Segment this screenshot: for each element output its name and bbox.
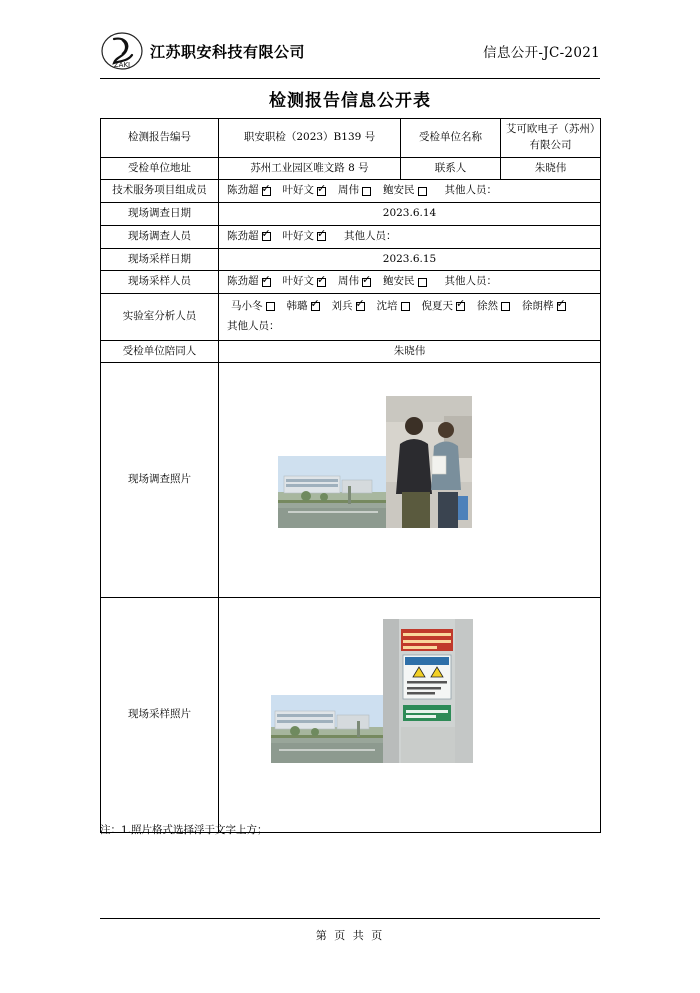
team-label: 技术服务项目组成员	[101, 180, 219, 203]
checkbox-empty-icon[interactable]	[418, 187, 427, 196]
person-checkbox-item[interactable]	[283, 229, 327, 245]
person-checkbox-item[interactable]	[283, 183, 327, 199]
person-name: 陈劲超	[227, 275, 259, 288]
sampling-staff-cell	[219, 271, 601, 294]
checkbox-empty-icon[interactable]	[266, 302, 275, 311]
table-row	[101, 180, 601, 203]
survey-photo-label: 现场调查照片	[101, 363, 219, 598]
person-name: 鲍安民	[383, 184, 415, 197]
company-logo-icon	[100, 31, 144, 71]
checkbox-checked-icon[interactable]	[317, 278, 326, 287]
person-name: 徐然	[477, 300, 498, 312]
checkbox-checked-icon[interactable]	[557, 302, 566, 311]
team-members-list	[223, 183, 596, 199]
survey-staff-list	[223, 229, 596, 245]
person-name: 沈培	[376, 300, 398, 312]
survey-date-label: 现场调查日期	[101, 203, 219, 226]
survey-date-value: 2023.6.14	[219, 203, 601, 226]
table-row	[101, 248, 601, 271]
table-row	[101, 271, 601, 294]
photo-safety-signboard	[383, 619, 473, 763]
document-code: 信息公开-JC-2021	[483, 45, 600, 61]
person-name: 叶好文	[282, 184, 314, 197]
sampling-date-value: 2023.6.15	[219, 248, 601, 271]
escort-label: 受检单位陪同人	[101, 340, 219, 363]
other-personnel-label: 其他人员：	[344, 229, 397, 242]
survey-staff-label: 现场调查人员	[101, 225, 219, 248]
person-name: 陈劲超	[227, 229, 259, 242]
person-checkbox-item[interactable]	[383, 274, 427, 290]
company-name: 江苏职安科技有限公司	[150, 42, 306, 61]
survey-photo-stage	[223, 368, 596, 593]
person-checkbox-item[interactable]	[383, 183, 427, 199]
contact-value: 朱晓伟	[501, 157, 601, 180]
checkbox-checked-icon[interactable]	[456, 302, 465, 311]
other-personnel-label: 其他人员：	[444, 184, 497, 197]
person-name: 鲍安民	[383, 275, 415, 288]
person-name: 叶好文	[282, 229, 314, 242]
report-no-label: 检测报告编号	[101, 119, 219, 158]
page-header	[100, 28, 600, 79]
client-addr-label: 受检单位地址	[101, 157, 219, 180]
checkbox-empty-icon[interactable]	[501, 302, 510, 311]
table-row	[101, 294, 601, 341]
sampling-photo-cell	[219, 598, 601, 833]
checkbox-checked-icon[interactable]	[262, 278, 271, 287]
person-checkbox-item[interactable]	[477, 299, 510, 315]
person-checkbox-item[interactable]	[522, 299, 566, 315]
person-checkbox-item[interactable]	[287, 299, 320, 315]
other-personnel-label: 其他人员：	[444, 275, 497, 288]
sampling-photo-label: 现场采样照片	[101, 598, 219, 833]
table-row	[101, 598, 601, 833]
person-name: 马小冬	[231, 300, 263, 312]
table-notes: 注：1.照片格式选择浮于文字上方；	[100, 824, 268, 836]
sampling-staff-label: 现场采样人员	[101, 271, 219, 294]
lab-other-label: 其他人员：	[227, 319, 280, 332]
person-checkbox-item[interactable]	[338, 274, 371, 290]
page-title: 检测报告信息公开表	[269, 91, 431, 111]
survey-photo-cell	[219, 363, 601, 598]
person-name: 叶好文	[282, 275, 314, 288]
table-row	[101, 203, 601, 226]
client-addr-value: 苏州工业园区唯文路 8 号	[219, 157, 401, 180]
sampling-photo-stage	[223, 603, 596, 828]
person-checkbox-item[interactable]	[422, 299, 466, 315]
escort-value: 朱晓伟	[219, 340, 601, 363]
report-no-value: 职安职检（2023）B139 号	[219, 119, 401, 158]
person-checkbox-item[interactable]	[227, 274, 271, 290]
svg-text:ZAKJ: ZAKJ	[113, 61, 131, 69]
photo-plant-yard	[271, 695, 383, 763]
lab-staff-cell	[219, 294, 601, 341]
person-name: 韩璐	[286, 300, 308, 312]
person-checkbox-item[interactable]	[227, 229, 271, 245]
lab-staff-list	[227, 299, 596, 315]
checkbox-empty-icon[interactable]	[401, 302, 410, 311]
person-name: 周伟	[338, 184, 359, 197]
page-footer: 第 页 共 页	[100, 918, 600, 943]
person-checkbox-item[interactable]	[283, 274, 327, 290]
checkbox-empty-icon[interactable]	[362, 187, 371, 196]
checkbox-checked-icon[interactable]	[262, 187, 271, 196]
person-checkbox-item[interactable]	[231, 299, 275, 315]
checkbox-checked-icon[interactable]	[262, 232, 271, 241]
team-members-cell	[219, 180, 601, 203]
checkbox-checked-icon[interactable]	[317, 232, 326, 241]
survey-staff-cell	[219, 225, 601, 248]
photo-site-interview	[386, 396, 472, 528]
person-name: 徐朗桦	[522, 300, 554, 312]
person-checkbox-item[interactable]	[227, 183, 271, 199]
sampling-staff-list	[223, 274, 596, 290]
checkbox-empty-icon[interactable]	[418, 278, 427, 287]
lab-staff-label: 实验室分析人员	[101, 294, 219, 341]
checkbox-checked-icon[interactable]	[311, 302, 320, 311]
checkbox-checked-icon[interactable]	[356, 302, 365, 311]
person-checkbox-item[interactable]	[332, 299, 365, 315]
person-name: 刘兵	[331, 300, 353, 312]
person-name: 周伟	[338, 275, 359, 288]
checkbox-checked-icon[interactable]	[362, 278, 371, 287]
table-row	[101, 157, 601, 180]
sampling-date-label: 现场采样日期	[101, 248, 219, 271]
person-name: 陈劲超	[227, 184, 259, 197]
photo-factory-exterior	[278, 456, 386, 528]
checkbox-checked-icon[interactable]	[317, 187, 326, 196]
table-row	[101, 119, 601, 158]
client-name-label: 受检单位名称	[401, 119, 501, 158]
person-checkbox-item[interactable]	[377, 299, 410, 315]
table-row	[101, 363, 601, 598]
contact-label: 联系人	[401, 157, 501, 180]
client-name-value: 艾可欧电子（苏州）有限公司	[501, 119, 601, 158]
header-left	[100, 31, 305, 71]
person-name: 倪夏天	[421, 300, 453, 312]
table-row	[101, 340, 601, 363]
table-row	[101, 225, 601, 248]
info-table	[100, 118, 601, 833]
person-checkbox-item[interactable]	[338, 183, 371, 199]
